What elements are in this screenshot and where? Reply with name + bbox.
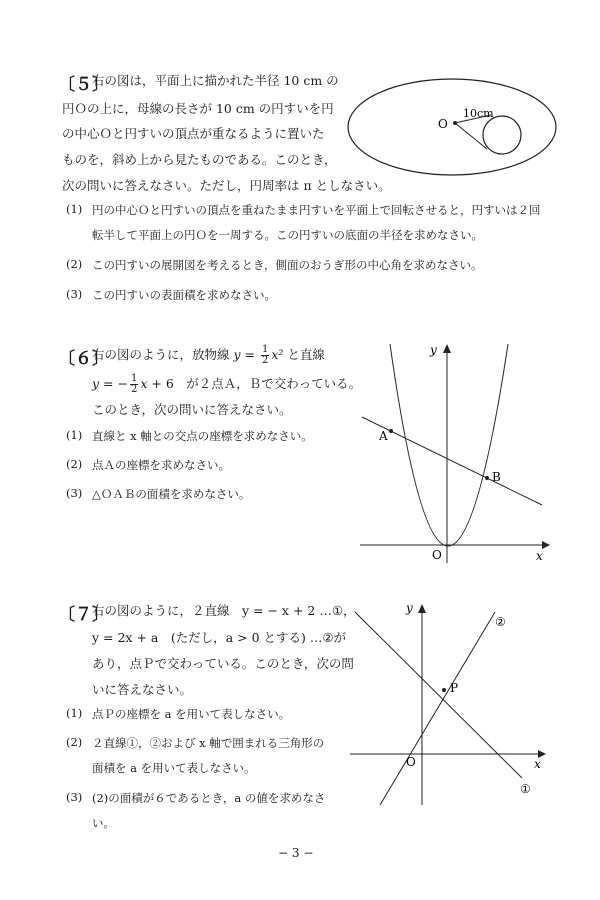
problem-5-q1-line-2: 転半して平面上の円Ｏを一周する。この円すいの底面の半径を求めなさい。 <box>92 228 483 242</box>
p6-line1-x2: x² <box>271 347 284 362</box>
point-p <box>442 688 446 692</box>
circle-o-ellipse <box>348 79 556 175</box>
fraction-one-half-line <box>130 374 138 395</box>
problem-6-text-line-3: このとき，次の問いに答えなさい。 <box>92 402 292 417</box>
p6-line2-suffix: + 6 が２点Ａ，Ｂで交わっている。 <box>147 376 362 391</box>
x-axis-arrow <box>542 541 550 549</box>
label-x: x <box>534 757 541 771</box>
problem-5-q3-number: (3) <box>66 287 83 301</box>
point-b <box>485 476 489 480</box>
problem-6-number: 〔６〕 <box>58 349 109 369</box>
label-o: O <box>438 117 448 131</box>
problem-5-text-line-4: ものを，斜め上から見たものである。このとき， <box>62 152 337 167</box>
problem-7-text-line-1: 右の図のように，２直線 y = − x + 2 …①， <box>92 603 356 618</box>
p6-line1-y: y <box>233 347 241 362</box>
fraction-numerator: 1 <box>130 373 138 384</box>
label-origin: O <box>406 755 416 769</box>
cone-base-circle <box>483 116 521 154</box>
p6-line1-eq: = <box>240 347 259 362</box>
problem-6-text-line-2 <box>92 370 361 398</box>
label-line-2: ② <box>495 615 506 629</box>
problem-7-q2-line-2: 面積を a を用いて表しなさい。 <box>92 761 256 775</box>
center-o-point <box>453 121 457 125</box>
line-2 <box>380 612 495 805</box>
label-b: B <box>492 470 501 484</box>
cone-generator-lower <box>455 123 487 149</box>
problem-7-text-line-4: いに答えなさい。 <box>92 682 193 697</box>
label-x: x <box>536 549 543 563</box>
fraction-denominator: 2 <box>261 355 269 366</box>
straight-line <box>362 417 542 505</box>
problem-6-q1: 直線と x 軸との交点の座標を求めなさい。 <box>92 429 313 443</box>
parabola-curve <box>390 344 508 546</box>
line-1 <box>355 612 522 778</box>
problem-7-q3-line-1: (2)の面積が６であるとき，a の値を求めなさ <box>92 791 326 805</box>
y-axis-arrow <box>443 344 451 353</box>
parabola-line-graph <box>360 338 560 568</box>
problem-5-text-line-1: 右の図は，平面上に描かれた半径 10 cm の <box>92 73 339 88</box>
p6-line1-suffix: と直線 <box>287 347 325 362</box>
problem-6-q2: 点Ａの座標を求めなさい。 <box>92 458 230 472</box>
problem-7-q2-line-1: ２直線①，②および x 軸で囲まれる三角形の <box>92 736 325 750</box>
problem-5-text-line-5: 次の問いに答えなさい。ただし，円周率は π としなさい。 <box>62 178 391 193</box>
label-10cm: 10cm <box>463 107 494 120</box>
p6-line2-eq: = − <box>99 376 128 391</box>
problem-5-q3: この円すいの表面積を求めなさい。 <box>92 288 276 302</box>
label-y: y <box>406 601 413 615</box>
fraction-numerator: 1 <box>261 344 269 355</box>
problem-6-text-line-1 <box>92 341 325 369</box>
problem-6-q2-number: (2) <box>66 457 83 471</box>
problem-7-text-line-3: あり，点Ｐで交わっている。このとき，次の問 <box>92 656 354 671</box>
problem-7-q1-number: (1) <box>66 706 83 720</box>
problem-5-q2: この円すいの展開図を考えるとき，側面のおうぎ形の中心角を求めなさい。 <box>92 258 483 272</box>
p6-line2-x: x <box>140 376 148 391</box>
problem-7-q3-number: (3) <box>66 790 83 804</box>
y-axis-arrow <box>418 604 426 613</box>
problem-7-q2-number: (2) <box>66 735 83 749</box>
fraction-one-half <box>261 345 269 366</box>
problem-5-q1-line-1: 円の中心Ｏと円すいの頂点を重ねたまま円すいを平面上で回転させると，円すいは２回 <box>92 203 541 217</box>
problem-6-q3-number: (3) <box>66 486 83 500</box>
label-a: A <box>379 429 388 443</box>
point-a <box>389 429 393 433</box>
label-y: y <box>430 343 437 357</box>
label-p: P <box>450 681 459 695</box>
problem-7-q1: 点Ｐの座標を a を用いて表しなさい。 <box>92 707 291 721</box>
problem-7-text-line-2: y = 2x + a (ただし，a > 0 とする) …②が <box>92 630 347 645</box>
problem-6-q3: △ＯＡＢの面積を求めなさい。 <box>92 487 251 501</box>
cone-on-circle-figure <box>345 75 560 180</box>
problem-7-q3-line-2: い。 <box>92 816 115 830</box>
fraction-denominator: 2 <box>130 384 138 395</box>
problem-5-q2-number: (2) <box>66 257 83 271</box>
problem-7-number: 〔７〕 <box>58 605 109 625</box>
two-lines-graph <box>350 590 555 810</box>
problem-5-text-line-3: の中心Ｏと円すいの頂点が重なるように置いた <box>62 126 325 141</box>
page-number: − 3 − <box>278 846 314 860</box>
problem-5-q1-number: (1) <box>66 202 83 216</box>
problem-5-text-line-2: 円Ｏの上に，母線の長さが 10 cm の円すいを円 <box>62 101 334 116</box>
problem-5-number: 〔５〕 <box>58 75 109 95</box>
p6-line2-y: y <box>92 376 100 391</box>
label-line-1: ① <box>520 782 531 796</box>
p6-line1-prefix: 右の図のように，放物線 <box>92 347 230 362</box>
problem-6-q1-number: (1) <box>66 428 83 442</box>
label-origin: O <box>432 548 442 562</box>
